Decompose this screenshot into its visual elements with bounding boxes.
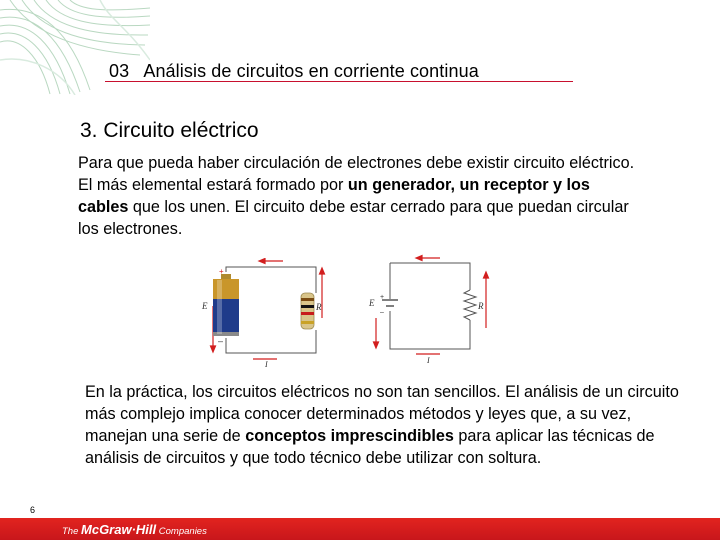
logo-brand: McGraw·Hill xyxy=(81,522,157,537)
schematic-minus-label: – xyxy=(380,309,384,316)
intro-bold-text: un generador, un receptor y los cables xyxy=(78,176,590,216)
logo-the: The xyxy=(62,526,82,537)
intro-text-a: Para que pueda haber circulación de electrones debe existir circuito eléctrico. El más elemental estará formado por xyxy=(78,154,635,194)
battery-plus-label: + xyxy=(219,267,224,276)
schematic-wire-left-bottom xyxy=(390,311,470,349)
schematic-r-label: R xyxy=(478,301,484,311)
section-title: 3. Circuito eléctrico xyxy=(80,119,259,142)
intro-paragraph xyxy=(78,152,638,240)
resistor-r-label: R xyxy=(316,302,322,312)
schematic-circuit-figure xyxy=(364,254,499,366)
practice-text-a: En la práctica, los circuitos eléctricos no son tan sencillos. El análisis de un circuito más complejo implica conocer determinados métodos y leyes que, a su vez, manejan una serie de xyxy=(85,383,679,445)
practice-text-b: para aplicar las técnicas de análisis de circuitos y que todo técnico debe utilizar con soltura. xyxy=(85,427,655,467)
intro-text-b: que los unen. El circuito debe estar cerrado para que puedan circular los electrones. xyxy=(78,198,629,238)
battery-body-top xyxy=(213,279,239,301)
practice-paragraph xyxy=(85,381,685,469)
battery-body-bottom xyxy=(213,299,239,332)
schematic-e-label: E xyxy=(369,298,375,308)
battery-e-label: E xyxy=(202,301,208,311)
battery-circuit-figure xyxy=(195,258,335,368)
practice-bold-text: conceptos imprescindibles xyxy=(245,427,454,445)
wire-bottom xyxy=(226,330,316,353)
resistor-zigzag xyxy=(464,290,476,320)
chapter-header xyxy=(109,61,479,82)
schematic-plus-label: + xyxy=(380,294,385,301)
chapter-title: Análisis de circuitos en corriente continua xyxy=(143,61,479,81)
wire-top xyxy=(226,267,316,293)
battery-minus-label: – xyxy=(218,336,224,346)
header-divider xyxy=(105,81,573,82)
publisher-logo xyxy=(62,522,207,537)
chapter-number: 03 xyxy=(109,61,130,81)
current-i-label: I xyxy=(265,360,268,368)
logo-companies: Companies xyxy=(156,526,207,537)
page-number: 6 xyxy=(30,505,36,515)
schematic-i-label: I xyxy=(427,356,430,365)
schematic-wire-top xyxy=(390,263,470,290)
